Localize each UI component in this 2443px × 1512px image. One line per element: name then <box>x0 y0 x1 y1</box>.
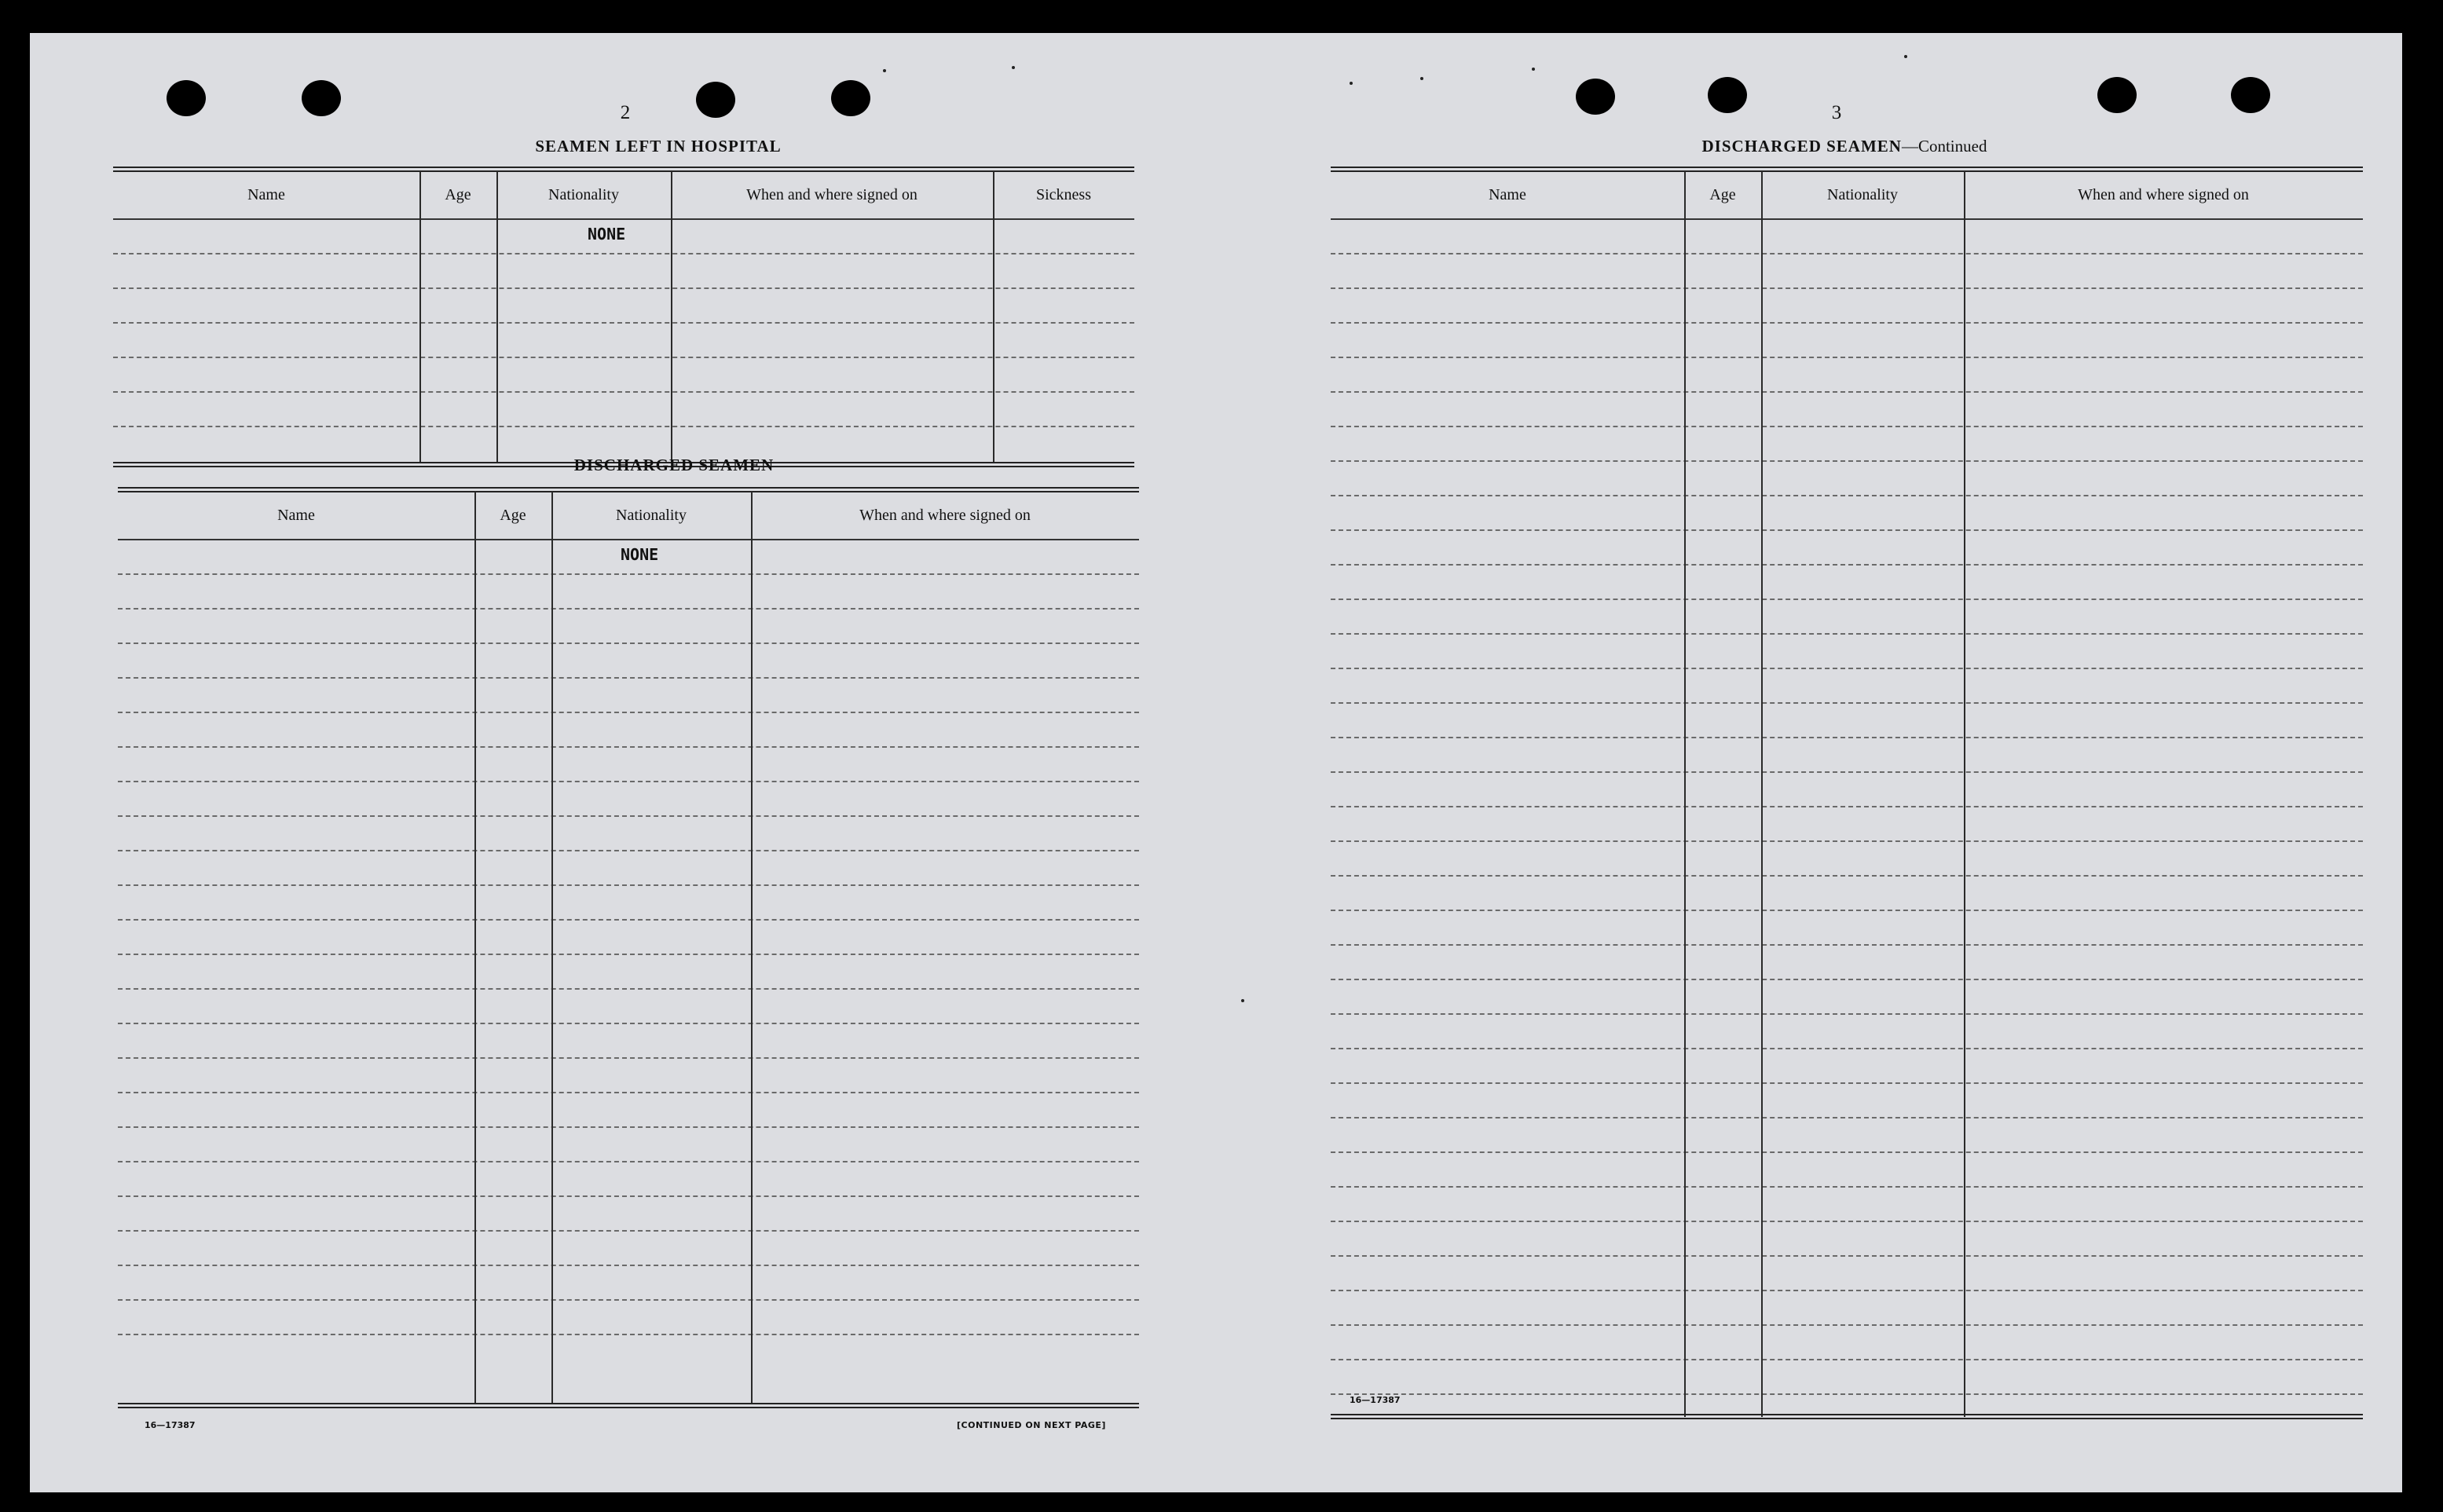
document-sheet <box>30 33 2402 1492</box>
hospital-table <box>113 167 1134 470</box>
page-number: 3 <box>1831 102 1842 123</box>
col-signed-on: When and where signed on <box>746 185 917 203</box>
hospital-table-header <box>113 173 1134 217</box>
col-age: Age <box>1709 185 1736 203</box>
discharged-continued-title <box>1624 137 2064 156</box>
col-name: Name <box>1489 185 1526 203</box>
col-name: Name <box>277 506 315 524</box>
col-nationality: Nationality <box>616 506 687 524</box>
col-sickness: Sickness <box>1036 185 1091 203</box>
discharged-continued-header <box>1331 173 2363 217</box>
page-number: 2 <box>620 102 631 123</box>
hospital-title: SEAMEN LEFT IN HOSPITAL <box>535 137 782 156</box>
form-code: 16—17387 <box>1350 1395 1401 1405</box>
discharged-table-header <box>118 493 1139 537</box>
col-nationality: Nationality <box>1827 185 1898 203</box>
discharged-title: DISCHARGED SEAMEN <box>573 456 775 474</box>
col-signed-on: When and where signed on <box>2078 185 2249 203</box>
title-main: DISCHARGED SEAMEN <box>1701 137 1902 156</box>
right-page <box>1216 33 2402 1492</box>
col-age: Age <box>500 506 526 524</box>
continued-note: [CONTINUED ON NEXT PAGE] <box>957 1420 1106 1430</box>
left-page <box>30 33 1216 1492</box>
discharged-table <box>118 487 1139 1414</box>
col-name: Name <box>247 185 285 203</box>
hospital-none-entry: NONE <box>588 225 626 243</box>
col-age: Age <box>445 185 471 203</box>
title-continued: —Continued <box>1901 137 1987 156</box>
form-code: 16—17387 <box>145 1420 196 1430</box>
discharged-none-entry: NONE <box>621 545 659 564</box>
col-signed-on: When and where signed on <box>859 506 1031 524</box>
discharged-continued-table <box>1331 167 2363 1423</box>
col-nationality: Nationality <box>548 185 619 203</box>
